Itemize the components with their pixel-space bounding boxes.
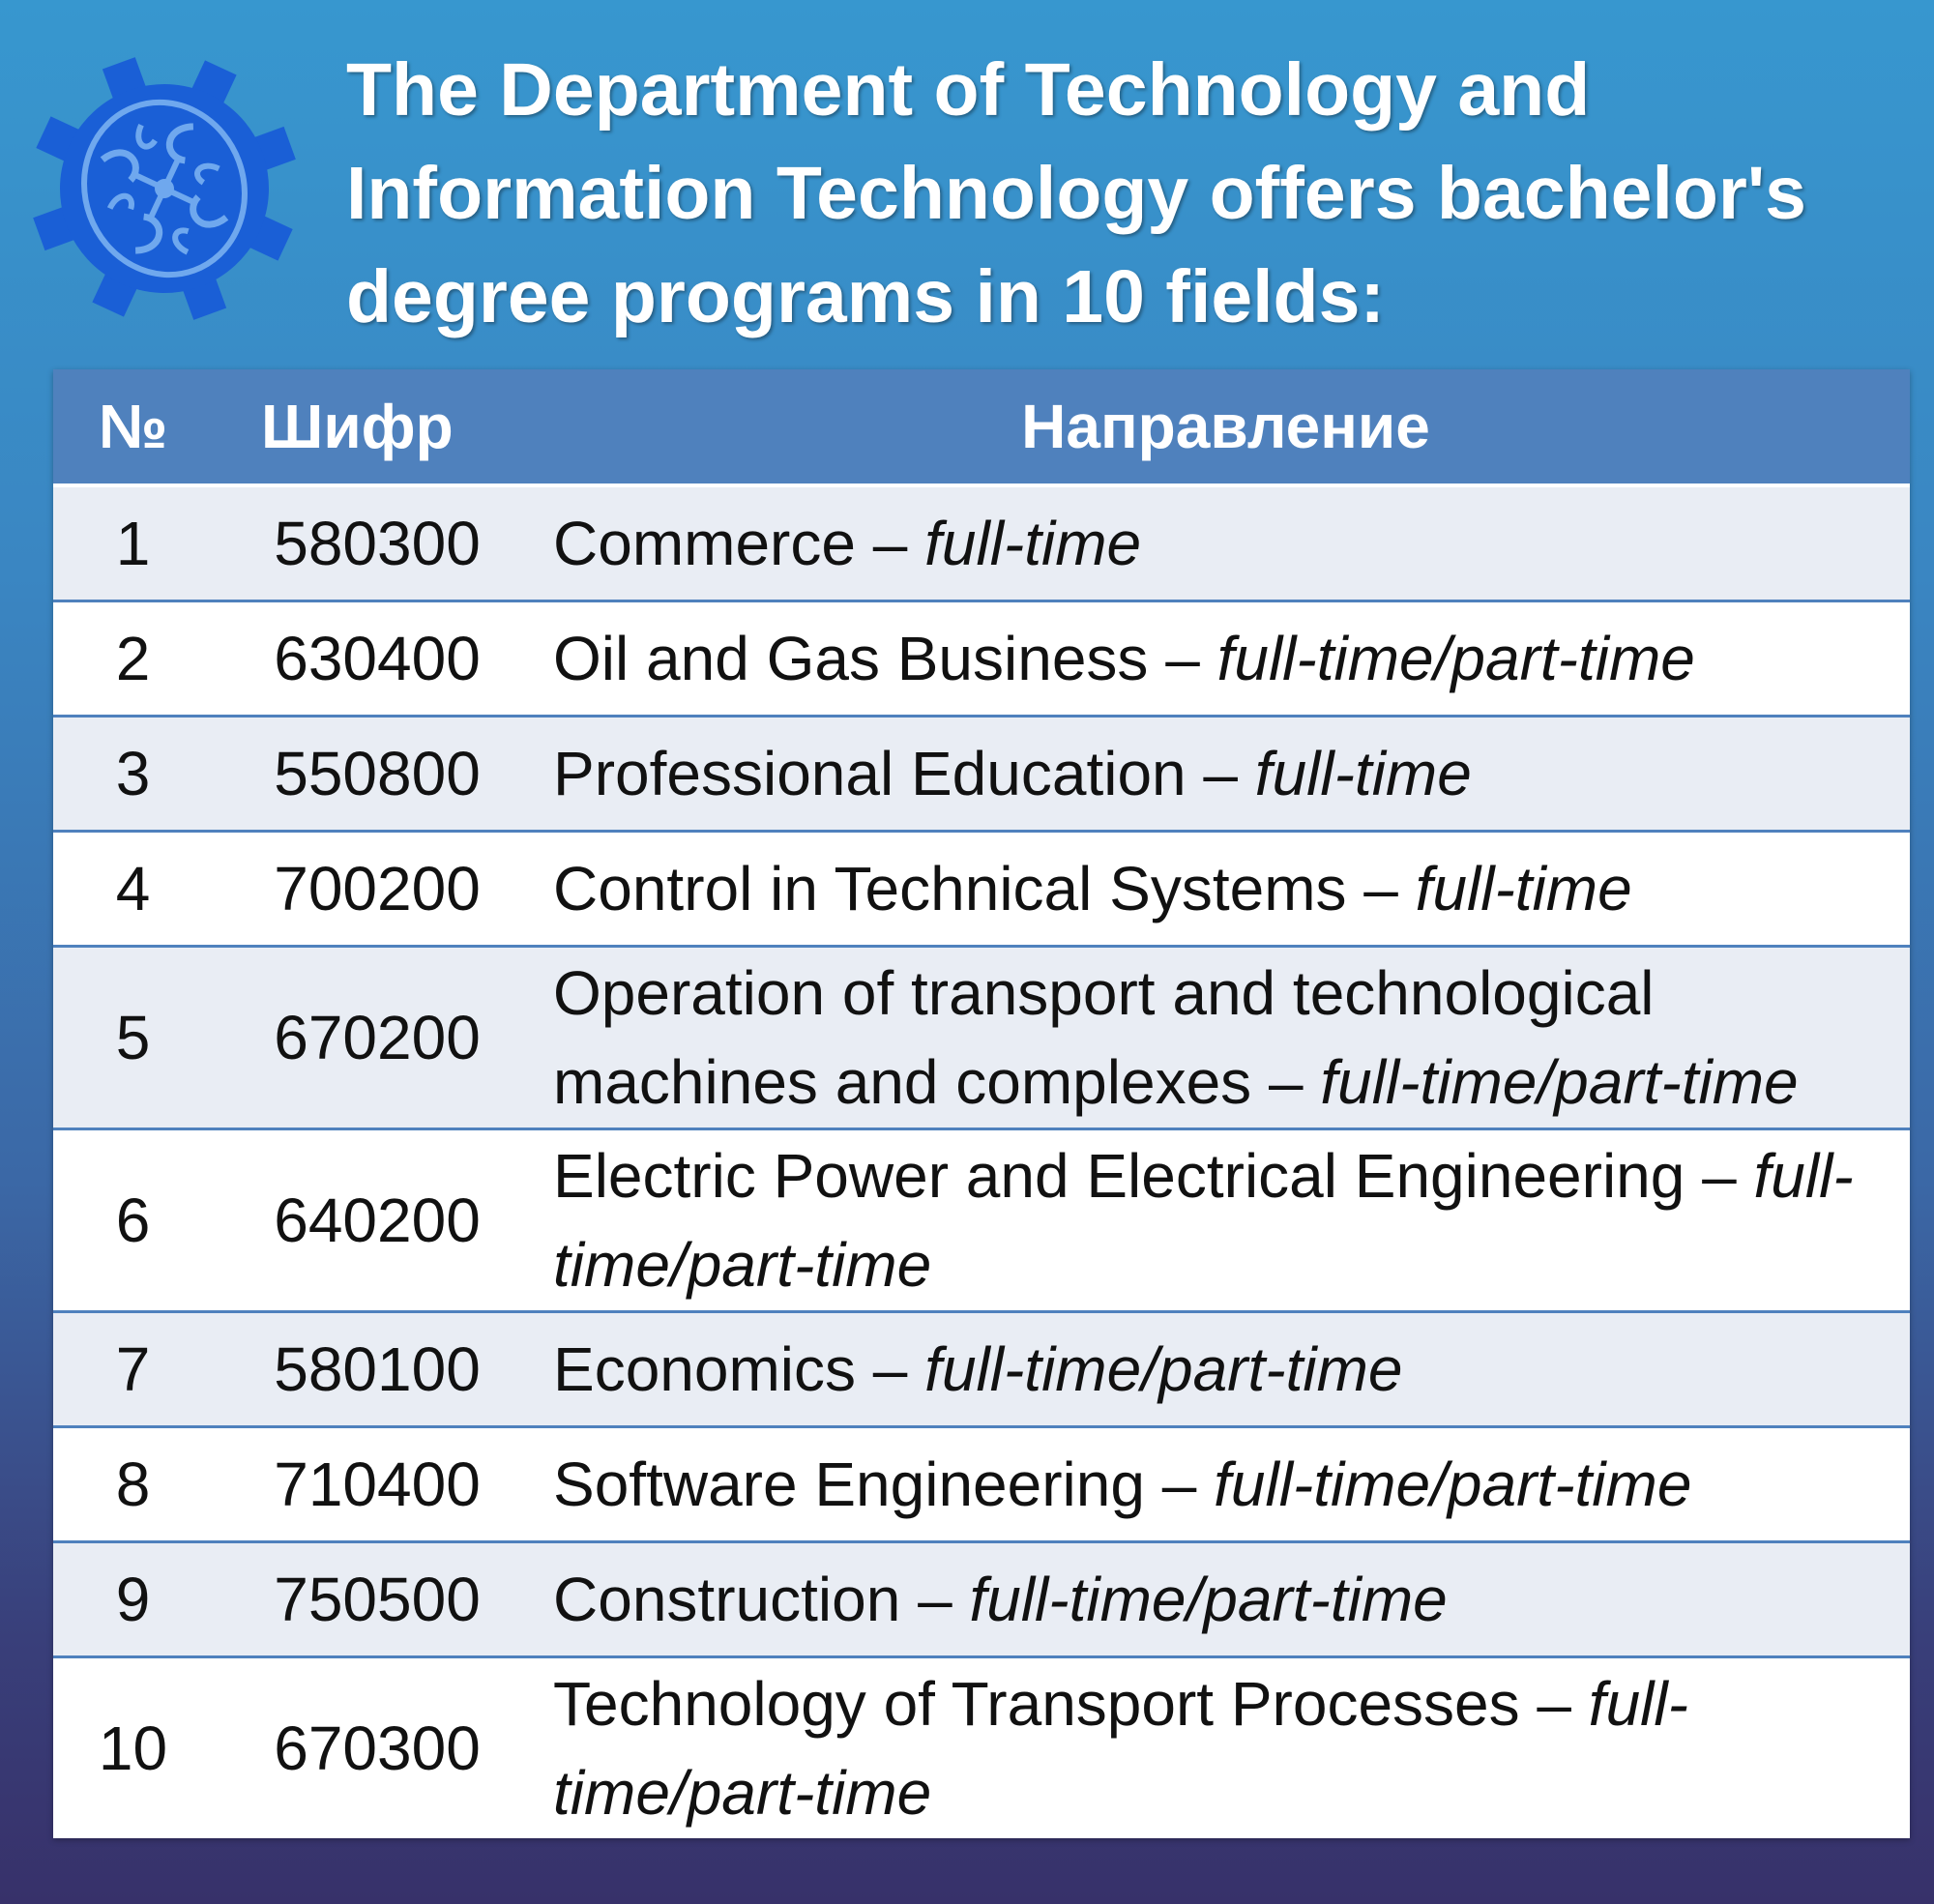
- direction-name: Economics –: [553, 1334, 908, 1404]
- row-number: 7: [53, 1312, 213, 1427]
- row-direction: [542, 717, 1910, 832]
- study-mode: full-time/part-time: [1214, 1450, 1692, 1519]
- table-row: [53, 1312, 1910, 1427]
- direction-name: Electric Power and Electrical Engineering –: [553, 1141, 1737, 1211]
- gear-ornament-logo: [29, 48, 300, 329]
- programs-table: [53, 369, 1910, 1838]
- table-row: [53, 1427, 1910, 1542]
- row-direction: [542, 601, 1910, 717]
- row-direction: [542, 1542, 1910, 1657]
- table-row: [53, 1129, 1910, 1312]
- study-mode: full-time/part-time: [553, 1141, 1854, 1300]
- direction-name: Professional Education –: [553, 739, 1238, 808]
- column-header-direction: Направление: [542, 369, 1910, 485]
- row-direction: [542, 1657, 1910, 1839]
- row-code: 670300: [213, 1657, 542, 1839]
- study-mode: full-time: [924, 509, 1142, 578]
- row-number: 8: [53, 1427, 213, 1542]
- column-header-code: Шифр: [213, 369, 542, 485]
- table-header-row: [53, 369, 1910, 485]
- study-mode: full-time/part-time: [1320, 1047, 1799, 1117]
- row-code: 580300: [213, 485, 542, 601]
- study-mode: full-time: [1254, 739, 1472, 808]
- row-number: 1: [53, 485, 213, 601]
- row-number: 6: [53, 1129, 213, 1312]
- study-mode: full-time/part-time: [924, 1334, 1403, 1404]
- direction-name: Technology of Transport Processes –: [553, 1669, 1571, 1739]
- table-row: [53, 832, 1910, 947]
- row-direction: [542, 485, 1910, 601]
- table-row: [53, 485, 1910, 601]
- row-number: 10: [53, 1657, 213, 1839]
- row-direction: [542, 1427, 1910, 1542]
- row-code: 550800: [213, 717, 542, 832]
- row-number: 5: [53, 947, 213, 1129]
- direction-name: Commerce –: [553, 509, 908, 578]
- study-mode: full-time: [1415, 854, 1632, 923]
- direction-name: Oil and Gas Business –: [553, 624, 1200, 693]
- direction-name: Control in Technical Systems –: [553, 854, 1398, 923]
- row-code: 750500: [213, 1542, 542, 1657]
- row-number: 2: [53, 601, 213, 717]
- row-number: 9: [53, 1542, 213, 1657]
- row-code: 710400: [213, 1427, 542, 1542]
- row-number: 3: [53, 717, 213, 832]
- row-direction: [542, 1129, 1910, 1312]
- row-direction: [542, 947, 1910, 1129]
- direction-name: Construction –: [553, 1565, 952, 1634]
- direction-name: Operation of transport and technological machines and complexes –: [553, 958, 1655, 1117]
- row-direction: [542, 832, 1910, 947]
- row-code: 640200: [213, 1129, 542, 1312]
- study-mode: full-time/part-time: [553, 1669, 1688, 1828]
- study-mode: full-time/part-time: [1216, 624, 1695, 693]
- row-code: 670200: [213, 947, 542, 1129]
- study-mode: full-time/part-time: [969, 1565, 1448, 1634]
- table-row: [53, 601, 1910, 717]
- table-row: [53, 717, 1910, 832]
- row-direction: [542, 1312, 1910, 1427]
- table-row: [53, 1542, 1910, 1657]
- row-code: 580100: [213, 1312, 542, 1427]
- direction-name: Software Engineering –: [553, 1450, 1197, 1519]
- page-title: The Department of Technology and Information Technology offers bachelor's degree programs in 10 fields:: [346, 48, 1806, 338]
- row-number: 4: [53, 832, 213, 947]
- table-row: [53, 947, 1910, 1129]
- row-code: 700200: [213, 832, 542, 947]
- table-row: [53, 1657, 1910, 1839]
- column-header-number: №: [53, 369, 213, 485]
- row-code: 630400: [213, 601, 542, 717]
